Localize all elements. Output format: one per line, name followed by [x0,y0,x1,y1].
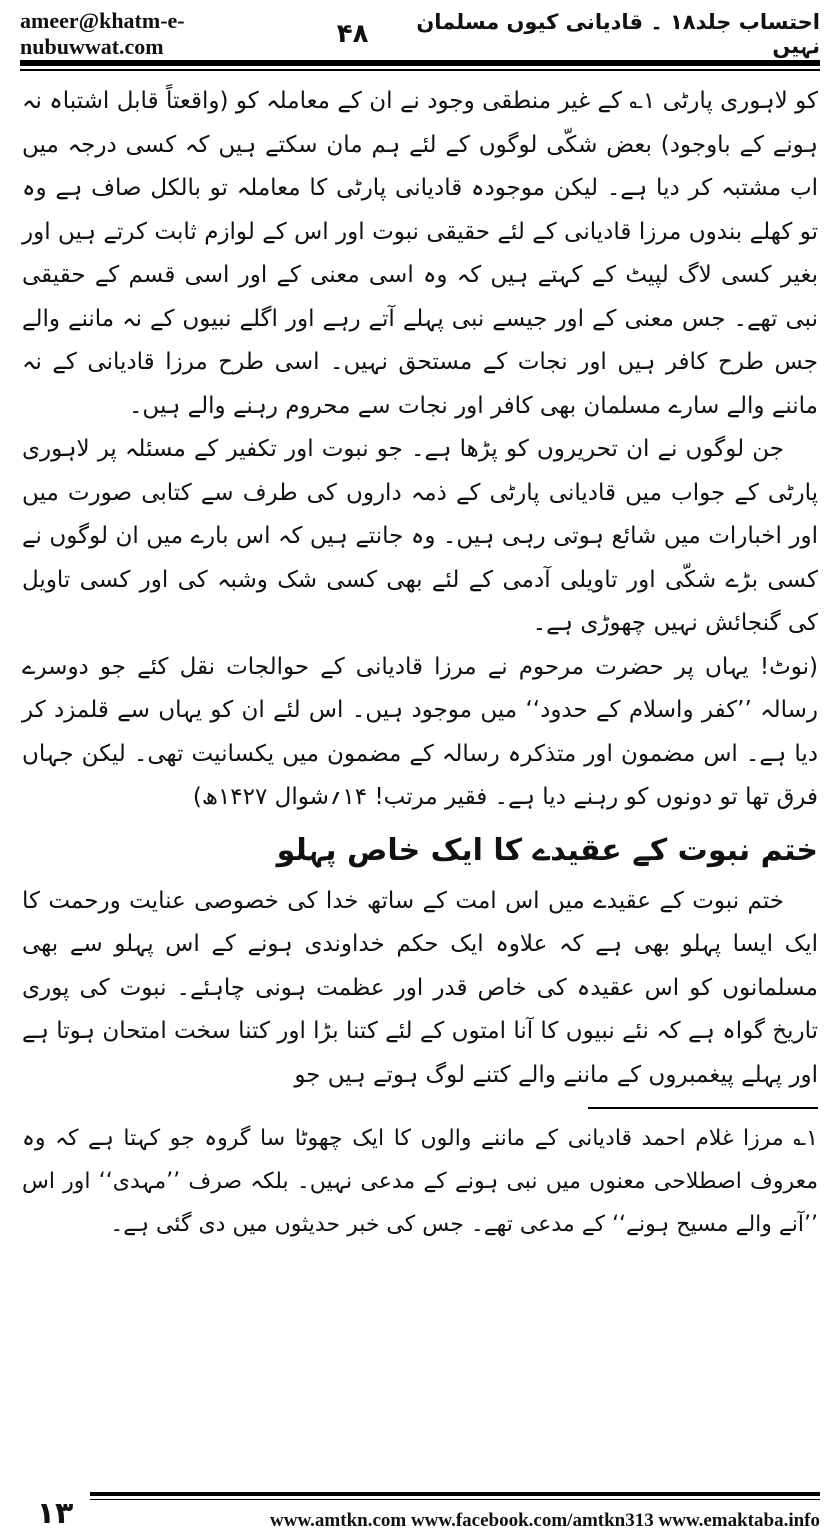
footer-page-number: ۱۳ [36,1496,74,1531]
footnote: ۱؎ مرزا غلام احمد قادیانی کے ماننے والوں کا ایک چھوٹا سا گروہ جو کہتا ہے کہ وہ معروف اصطلاحی معنوں میں نبی ہونے کے مدعی نہیں۔ بلکہ صرف ’’مہدی‘‘ اور اس ’’آنے والے مسیح ہونے‘‘ کے مدعی تھے۔ جس کی خبر حدیثوں میں دی گئی ہے۔ [22,1126,818,1237]
page-footer [20,1488,820,1534]
paragraph-1: کو لاہوری پارٹی ۱؎ کے غیر منطقی وجود نے ان کے معاملہ کو (واقعتاً قابل اشتباہ نہ ہونے کے باوجود) بعض شکّی لوگوں کے لئے ہم مان سکتے ہیں کہ کسی درجہ میں اب مشتبہ کر دیا ہے۔ لیکن موجودہ قادیانی پارٹی کا معاملہ تو بالکل صاف ہے وہ تو کھلے بندوں مرزا قادیانی کے لئے حقیقی نبوت اور اس کے لوازم ثابت کرتے ہیں اور بغیر کسی لاگ لپیٹ کے کہتے ہیں کہ وہ اسی معنی کے اور اسی قسم کے حقیقی نبی تھے۔ جس معنی کے اور جیسے نبی پہلے آتے رہے اور اگلے نبیوں کے نہ ماننے والے جس طرح کافر ہیں اور نجات کے مستحق نہیں۔ اسی طرح مرزا قادیانی کے نہ ماننے والے سارے مسلمان بھی کافر اور نجات سے محروم رہنے والے ہیں۔ [22,88,818,419]
footer-links: www.amtkn.com www.facebook.com/amtkn313 www.emaktaba.info [270,1510,820,1531]
header-rule-thick [20,60,820,66]
footer-rule-thin [90,1499,820,1500]
footer-band [90,1488,820,1534]
page-content [22,80,818,1246]
header-rule-thin [20,69,820,71]
section-heading: ختم نبوت کے عقیدے کا ایک خاص پہلو [276,832,818,868]
header-book-title: احتساب جلد۱۸ ۔ قادیانی کیوں مسلمان نہیں [416,10,820,58]
header-page-number: ۴۸ [336,19,369,49]
paragraph-2: جن لوگوں نے ان تحریروں کو پڑھا ہے۔ جو نبوت اور تکفیر کے مسئلہ پر لاہوری پارٹی کے جواب میں قادیانی پارٹی کے ذمہ داروں کی طرف سے کتابی صورت میں اور اخبارات میں شائع ہوتی رہی ہیں۔ وہ جانتے ہیں کہ اس بارے میں ان لوگوں نے کسی بڑے شکّی اور تاویلی آدمی کے لئے بھی کسی شک وشبہ کی اور کسی تاویل کی گنجائش نہیں چھوڑی ہے۔ [22,436,818,636]
page-header [20,8,820,59]
footnote-divider [588,1107,818,1109]
header-email: ameer@khatm-e-nubuwwat.com [20,8,185,59]
paragraph-4: ختم نبوت کے عقیدے میں اس امت کے ساتھ خدا کی خصوصی عنایت ورحمت کا ایک ایسا پہلو بھی ہے کہ علاوہ ایک حکم خداوندی ہونے کے اس پہلو سے بھی مسلمانوں کو اس عقیدہ کی خاص قدر اور عظمت ہونی چاہئے۔ نبوت کی پوری تاریخ گواہ ہے کہ نئے نبیوں کا آنا امتوں کے لئے کتنا بڑا اور کتنا سخت امتحان ہوتا ہے اور پہلے پیغمبروں کے ماننے والے کتنے لوگ ہوتے ہیں جو [22,887,818,1088]
header-left [20,8,369,60]
paragraph-3-note: (نوٹ! یہاں پر حضرت مرحوم نے مرزا قادیانی کے حوالجات نقل کئے جو دوسرے رسالہ ’’کفر واسلام کے حدود‘‘ میں موجود ہیں۔ اس لئے ان کو یہاں سے قلمزد کر دیا ہے۔ اس مضمون اور متذکرہ رسالہ کے مضمون میں یکسانیت تھی۔ لیکن جہاں فرق تھا تو دونوں کو رہنے دیا ہے۔ فقیر مرتب! ۱۴؍شوال ۱۴۲۷ھ) [22,653,818,810]
footer-rule-thick [90,1492,820,1496]
